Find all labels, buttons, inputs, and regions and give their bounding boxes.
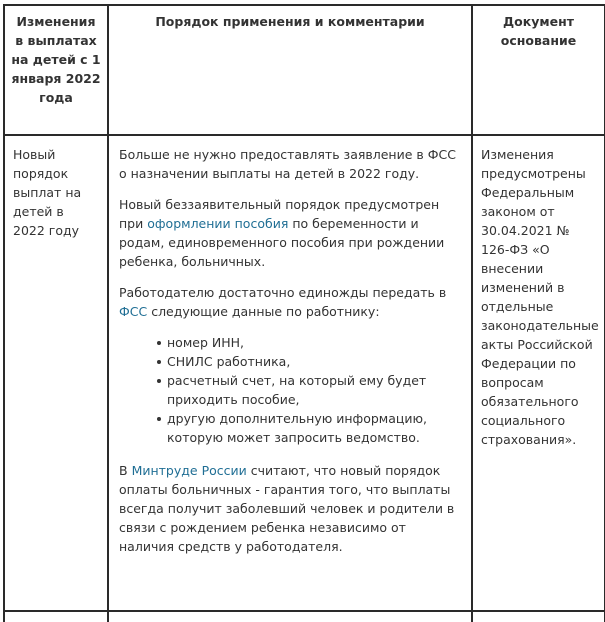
text: Работодателю достаточно единожды передать в	[119, 285, 447, 300]
text: считают, что новый порядок оплаты больничных - гарантия того, что выплаты всегда получит заболевший человек и родители в связи с рождением ребенка независимо от наличия средств у работодателя.	[119, 463, 455, 554]
link-benefit-registration[interactable]: оформлении пособия	[147, 216, 289, 231]
header-document: Документ основание	[472, 5, 605, 135]
table-row-next	[4, 611, 605, 622]
employee-data-list	[119, 333, 461, 447]
payments-changes-table	[3, 4, 605, 622]
table-row	[4, 135, 605, 611]
text: В	[119, 463, 132, 478]
cell-document: Изменения предусмотрены Федеральным законом от 30.04.2021 № 126-ФЗ «О внесении изменений в отдельные законодательные акты Российской Федерации по вопросам обязательного социального страхования».	[472, 135, 605, 611]
cell-comment	[108, 135, 472, 611]
header-changes: Изменения в выплатах на детей с 1 января 2022 года	[4, 5, 108, 135]
cell-empty	[108, 611, 472, 622]
list-item: СНИЛС работника,	[157, 352, 461, 371]
list-item: расчетный счет, на который ему будет приходить пособие,	[157, 371, 461, 409]
list-item: номер ИНН,	[157, 333, 461, 352]
text: следующие данные по работнику:	[147, 304, 380, 319]
cell-empty	[4, 611, 108, 622]
link-mintrud[interactable]: Минтруде России	[131, 463, 247, 478]
list-item: другую дополнительную информацию, которую может запросить ведомство.	[157, 409, 461, 447]
paragraph-mintrud	[119, 461, 461, 556]
text: по беременности и родам, единовременного пособия при рождении ребенка, больничных.	[119, 216, 445, 269]
paragraph-employer-data	[119, 283, 461, 321]
link-fss[interactable]: ФСС	[119, 304, 148, 319]
header-procedure: Порядок применения и комментарии	[108, 5, 472, 135]
cell-change: Новый порядок выплат на детей в 2022 году	[4, 135, 108, 611]
paragraph-no-application: Больше не нужно предоставлять заявление в ФСС о назначении выплаты на детей в 2022 году.	[119, 147, 456, 181]
text: Новый беззаявительный порядок предусмотрен при	[119, 197, 440, 231]
paragraph-new-procedure	[119, 195, 461, 271]
table-header-row	[4, 5, 605, 135]
cell-empty	[472, 611, 605, 622]
